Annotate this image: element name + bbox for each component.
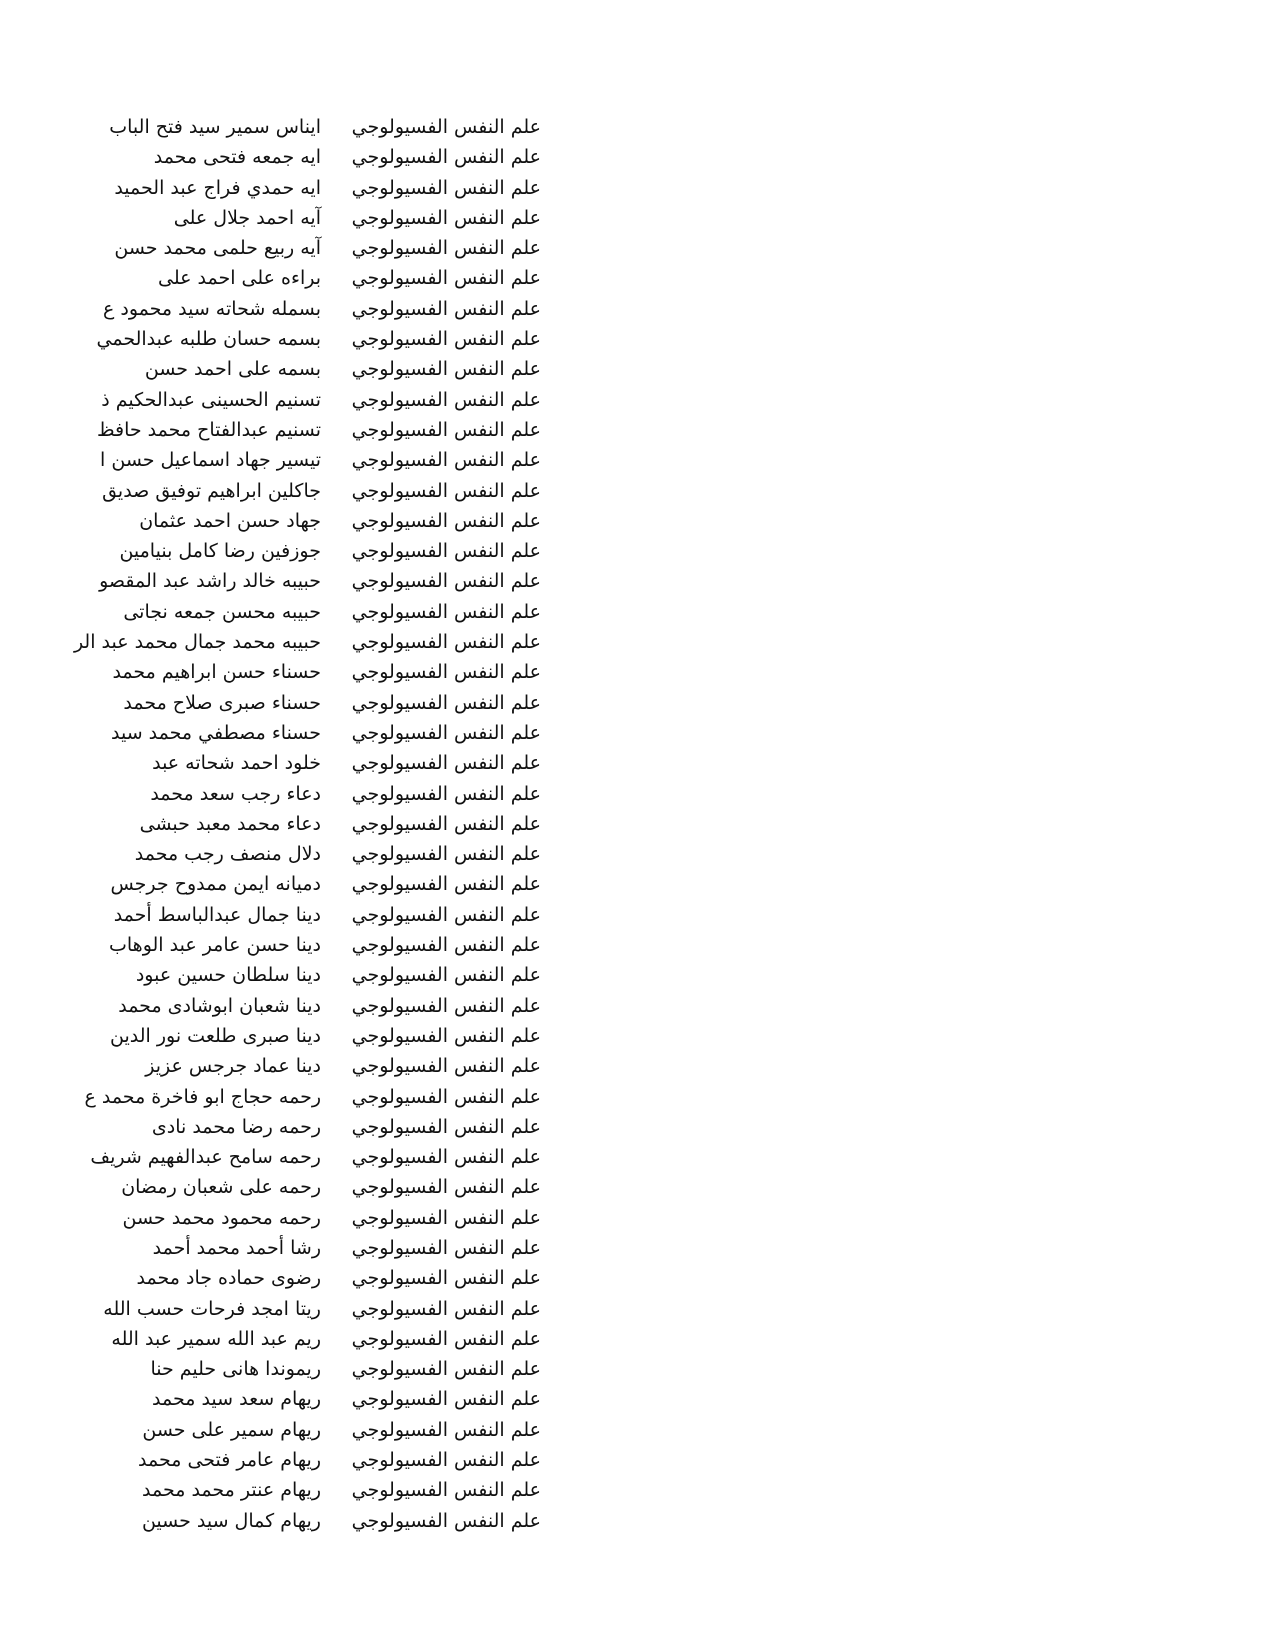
student-name-cell: حبيبه خالد راشد عبد المقصو	[99, 570, 321, 593]
student-name-cell: دعاء محمد معبد حبشى	[139, 812, 321, 835]
table-row	[0, 476, 1275, 506]
student-name-cell: بسمه حسان طلبه عبدالحمي	[96, 328, 321, 351]
table-row	[0, 627, 1275, 657]
student-name-cell: رحمه سامح عبدالفهيم شريف	[90, 1146, 321, 1169]
student-name-cell: حبيبه محمد جمال محمد عبد الر	[73, 631, 321, 654]
subject-cell: علم النفس الفسيولوجي	[351, 116, 541, 138]
subject-cell: علم النفس الفسيولوجي	[351, 358, 541, 381]
table-row	[0, 1021, 1275, 1051]
student-name-cell: دعاء رجب سعد محمد	[150, 782, 321, 805]
table-row	[0, 991, 1275, 1021]
subject-cell: علم النفس الفسيولوجي	[351, 1418, 541, 1441]
student-name-cell: جهاد حسن احمد عثمان	[139, 509, 321, 532]
subject-cell: علم النفس الفسيولوجي	[351, 1115, 541, 1138]
subject-cell: علم النفس الفسيولوجي	[351, 631, 541, 654]
table-row	[0, 536, 1275, 566]
subject-cell: علم النفس الفسيولوجي	[351, 1388, 541, 1411]
student-name-cell: تسنيم عبدالفتاح محمد حافظ	[96, 418, 321, 441]
student-name-cell: ايه حمدي فراج عبد الحميد	[114, 176, 321, 199]
subject-cell: علم النفس الفسيولوجي	[351, 509, 541, 532]
table-row	[0, 1324, 1275, 1354]
subject-cell: علم النفس الفسيولوجي	[351, 237, 541, 260]
subject-cell: علم النفس الفسيولوجي	[351, 1509, 541, 1532]
student-name-cell: حسناء حسن ابراهيم محمد	[112, 661, 321, 684]
subject-cell: علم النفس الفسيولوجي	[351, 843, 541, 866]
subject-cell: علم النفس الفسيولوجي	[351, 1236, 541, 1259]
table-row	[0, 748, 1275, 778]
student-name-cell: آيه ربيع حلمى محمد حسن	[114, 237, 321, 260]
subject-cell: علم النفس الفسيولوجي	[351, 1176, 541, 1199]
subject-cell: علم النفس الفسيولوجي	[351, 1055, 541, 1078]
table-row	[0, 294, 1275, 324]
student-name-cell: حسناء صبرى صلاح محمد	[123, 691, 321, 714]
subject-cell: علم النفس الفسيولوجي	[351, 1479, 541, 1502]
subject-cell: علم النفس الفسيولوجي	[351, 328, 541, 351]
subject-cell: علم النفس الفسيولوجي	[351, 934, 541, 957]
table-row	[0, 718, 1275, 748]
student-name-cell: دينا عماد جرجس عزيز	[145, 1055, 321, 1078]
table-row	[0, 142, 1275, 172]
student-name-cell: دلال منصف رجب محمد	[134, 843, 321, 866]
subject-cell: علم النفس الفسيولوجي	[351, 570, 541, 593]
student-name-cell: ريتا امجد فرحات حسب الله	[103, 1297, 321, 1320]
student-name-cell: رحمه رضا محمد نادى	[151, 1115, 321, 1138]
table-row	[0, 657, 1275, 687]
table-row	[0, 263, 1275, 293]
student-name-cell: حبيبه محسن جمعه نجاتى	[123, 600, 321, 623]
subject-cell: علم النفس الفسيولوجي	[351, 994, 541, 1017]
student-name-cell: ايه جمعه فتحى محمد	[153, 146, 321, 169]
subject-cell: علم النفس الفسيولوجي	[351, 873, 541, 896]
student-name-cell: ريهام كمال سيد حسين	[141, 1509, 321, 1532]
table-row	[0, 324, 1275, 354]
student-name-cell: دينا سلطان حسين عبود	[135, 964, 321, 987]
student-name-cell: آيه احمد جلال على	[173, 206, 321, 229]
student-name-cell: جوزفين رضا كامل بنيامين	[119, 540, 321, 563]
subject-cell: علم النفس الفسيولوجي	[351, 206, 541, 229]
table-row	[0, 385, 1275, 415]
table-row	[0, 900, 1275, 930]
table-row	[0, 1354, 1275, 1384]
student-name-cell: دينا جمال عبدالباسط أحمد	[113, 903, 321, 926]
table-row	[0, 1475, 1275, 1505]
table-row	[0, 1082, 1275, 1112]
student-name-cell: براءه على احمد على	[158, 267, 321, 290]
student-name-cell: رحمه محمود محمد حسن	[122, 1206, 321, 1229]
subject-cell: علم النفس الفسيولوجي	[351, 903, 541, 926]
subject-cell: علم النفس الفسيولوجي	[351, 1449, 541, 1472]
table-row	[0, 112, 1275, 142]
student-name-cell: ايناس سمير سيد فتح الباب	[109, 116, 321, 138]
student-name-cell: دميانه ايمن ممدوح جرجس	[110, 873, 321, 896]
table-row	[0, 506, 1275, 536]
subject-cell: علم النفس الفسيولوجي	[351, 146, 541, 169]
student-name-cell: بسمه على احمد حسن	[144, 358, 321, 381]
table-row	[0, 1172, 1275, 1202]
student-name-cell: ريهام سعد سيد محمد	[152, 1388, 321, 1411]
table-row	[0, 1051, 1275, 1081]
table-row	[0, 869, 1275, 899]
table-row	[0, 354, 1275, 384]
student-name-cell: رحمه حجاج ابو فاخرة محمد ع	[84, 1085, 321, 1108]
table-row	[0, 233, 1275, 263]
table-row	[0, 930, 1275, 960]
student-name-cell: جاكلين ابراهيم توفيق صديق	[102, 479, 321, 502]
table-row	[0, 1415, 1275, 1445]
student-name-cell: تسنيم الحسينى عبدالحكيم ذ	[101, 388, 321, 411]
student-list	[0, 112, 1275, 1536]
subject-cell: علم النفس الفسيولوجي	[351, 540, 541, 563]
student-name-cell: ريم عبد الله سمير عبد الله	[111, 1327, 321, 1350]
student-name-cell: ريموندا هانى حليم حنا	[150, 1358, 321, 1381]
subject-cell: علم النفس الفسيولوجي	[351, 1297, 541, 1320]
table-row	[0, 597, 1275, 627]
student-name-cell: ريهام سمير على حسن	[142, 1418, 321, 1441]
table-row	[0, 1506, 1275, 1536]
student-name-cell: ريهام عنتر محمد محمد	[142, 1479, 321, 1502]
table-row	[0, 1445, 1275, 1475]
subject-cell: علم النفس الفسيولوجي	[351, 176, 541, 199]
student-name-cell: دينا حسن عامر عبد الوهاب	[109, 934, 321, 957]
subject-cell: علم النفس الفسيولوجي	[351, 1146, 541, 1169]
student-name-cell: رحمه على شعبان رمضان	[121, 1176, 321, 1199]
subject-cell: علم النفس الفسيولوجي	[351, 1085, 541, 1108]
subject-cell: علم النفس الفسيولوجي	[351, 297, 541, 320]
table-row	[0, 688, 1275, 718]
subject-cell: علم النفس الفسيولوجي	[351, 661, 541, 684]
student-name-cell: حسناء مصطفي محمد سيد	[111, 721, 321, 744]
subject-cell: علم النفس الفسيولوجي	[351, 752, 541, 775]
table-row	[0, 415, 1275, 445]
subject-cell: علم النفس الفسيولوجي	[351, 449, 541, 472]
table-row	[0, 1142, 1275, 1172]
subject-cell: علم النفس الفسيولوجي	[351, 812, 541, 835]
subject-cell: علم النفس الفسيولوجي	[351, 600, 541, 623]
table-row	[0, 1384, 1275, 1414]
subject-cell: علم النفس الفسيولوجي	[351, 691, 541, 714]
student-name-cell: خلود احمد شحاته عبد	[152, 752, 321, 775]
table-row	[0, 203, 1275, 233]
student-name-cell: رشا أحمد محمد أحمد	[152, 1236, 321, 1259]
subject-cell: علم النفس الفسيولوجي	[351, 782, 541, 805]
subject-cell: علم النفس الفسيولوجي	[351, 479, 541, 502]
subject-cell: علم النفس الفسيولوجي	[351, 388, 541, 411]
subject-cell: علم النفس الفسيولوجي	[351, 721, 541, 744]
subject-cell: علم النفس الفسيولوجي	[351, 1267, 541, 1290]
subject-cell: علم النفس الفسيولوجي	[351, 1327, 541, 1350]
subject-cell: علم النفس الفسيولوجي	[351, 1024, 541, 1047]
subject-cell: علم النفس الفسيولوجي	[351, 267, 541, 290]
table-row	[0, 1233, 1275, 1263]
student-name-cell: دينا شعبان ابوشادى محمد	[118, 994, 321, 1017]
table-row	[0, 809, 1275, 839]
table-row	[0, 960, 1275, 990]
table-row	[0, 839, 1275, 869]
student-name-cell: تيسير جهاد اسماعيل حسن ا	[100, 449, 321, 472]
table-row	[0, 1112, 1275, 1142]
table-row	[0, 445, 1275, 475]
table-row	[0, 1203, 1275, 1233]
table-row	[0, 779, 1275, 809]
table-row	[0, 1294, 1275, 1324]
student-name-cell: بسمله شحاته سيد محمود ع	[103, 297, 321, 320]
table-row	[0, 173, 1275, 203]
subject-cell: علم النفس الفسيولوجي	[351, 964, 541, 987]
student-name-cell: دينا صبرى طلعت نور الدين	[110, 1024, 321, 1047]
table-row	[0, 566, 1275, 596]
table-row	[0, 1263, 1275, 1293]
subject-cell: علم النفس الفسيولوجي	[351, 418, 541, 441]
student-name-cell: رضوى حماده جاد محمد	[136, 1267, 321, 1290]
subject-cell: علم النفس الفسيولوجي	[351, 1358, 541, 1381]
student-name-cell: ريهام عامر فتحى محمد	[138, 1449, 321, 1472]
subject-cell: علم النفس الفسيولوجي	[351, 1206, 541, 1229]
